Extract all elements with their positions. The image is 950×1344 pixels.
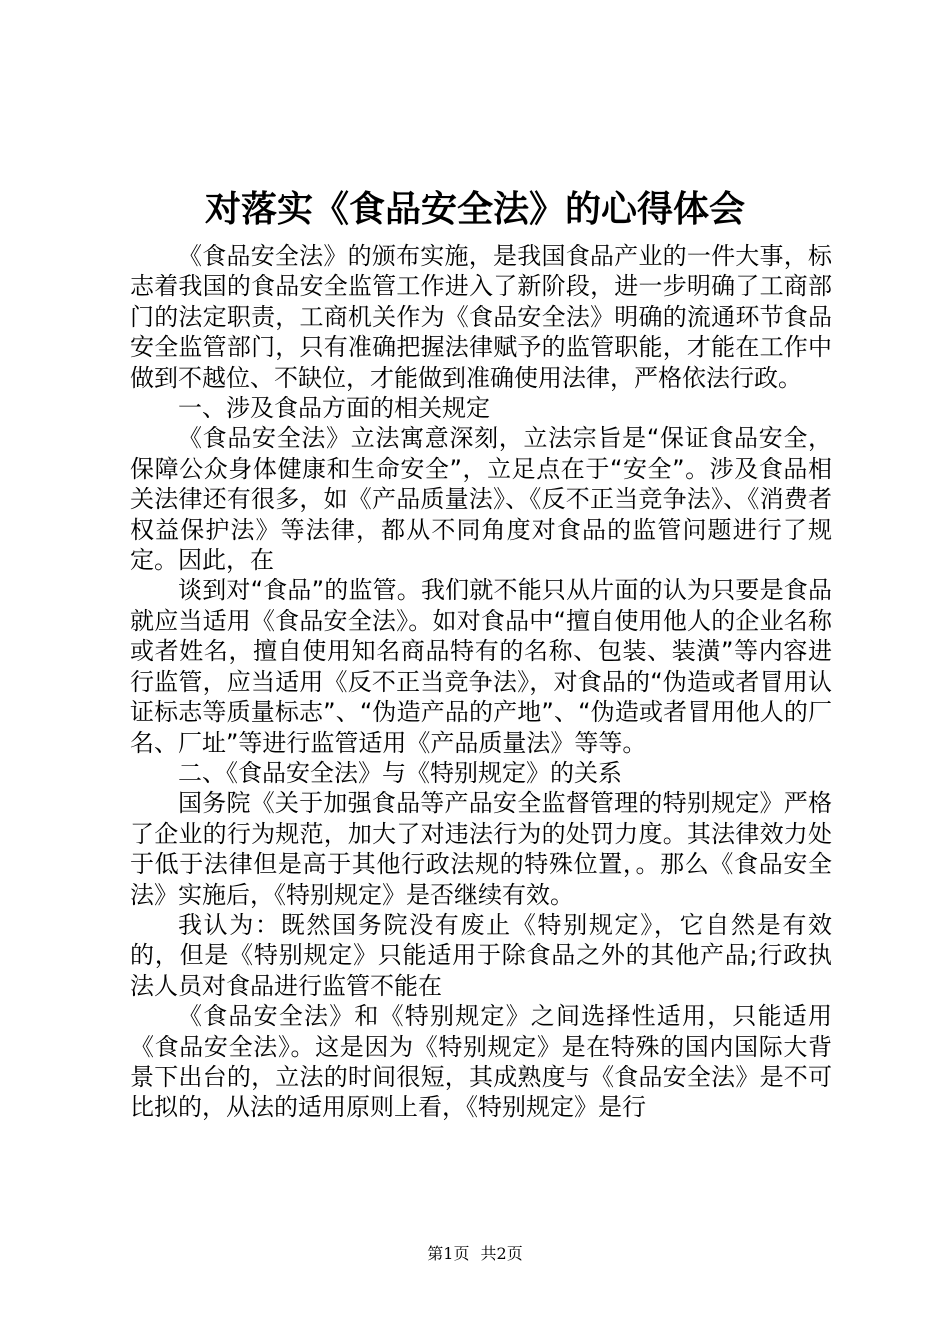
page-number: 第1页 [427,1244,470,1263]
section-heading-1: 一、涉及食品方面的相关规定 [178,394,490,423]
paragraph-section1-b: 谈到对“食品”的监管。我们就不能只从片面的认为只要是食品就应当适用《食品安全法》。如对食品中“擅自使用他人的企业名称或者姓名，擅自使用知名商品特有的名称、包装、装潢”等内容进行监管，应当适用《反不正当竞争法》，对食品的“伪造或者冒用认证标志等质量标志”、“伪造产品的产地”、“伪造或者冒用他人的厂名、厂址”等进行监管适用《产品质量法》等等。 [130,576,832,757]
document-body [130,241,832,1123]
paragraph-section2-c: 《食品安全法》和《特别规定》之间选择性适用，只能适用《食品安全法》。这是因为《特别规定》是在特殊的国内国际大背景下出台的，立法的时间很短，其成熟度与《食品安全法》是不可比拟的，从法的适用原则上看，《特别规定》是行 [130,1002,832,1122]
paragraph-intro: 《食品安全法》的颁布实施，是我国食品产业的一件大事，标志着我国的食品安全监管工作进入了新阶段，进一步明确了工商部门的法定职责，工商机关作为《食品安全法》明确的流通环节食品安全监管部门，只有准确把握法律赋予的监管职能，才能在工作中做到不越位、不缺位，才能做到准确使用法律，严格依法行政。 [130,242,832,392]
paragraph-section2-a: 国务院《关于加强食品等产品安全监督管理的特别规定》严格了企业的行为规范，加大了对违法行为的处罚力度。其法律效力处于低于法律但是高于其他行政法规的特殊位置，。那么《食品安全法》实施后，《特别规定》是否继续有效。 [130,789,832,909]
paragraph-section2-b: 我认为：既然国务院没有废止《特别规定》，它自然是有效的，但是《特别规定》只能适用于除食品之外的其他产品;行政执法人员对食品进行监管不能在 [130,910,832,1000]
document-title: 对落实《食品安全法》的心得体会 [204,188,745,230]
page-total: 共2页 [480,1244,523,1263]
section-heading-2: 二、《食品安全法》与《特别规定》的关系 [178,758,622,787]
paragraph-section1-a: 《食品安全法》立法寓意深刻，立法宗旨是“保证食品安全，保障公众身体健康和生命安全”，立足点在于“安全”。涉及食品相关法律还有很多，如《产品质量法》、《反不正当竞争法》、《消费者权益保护法》等法律，都从不同角度对食品的监管问题进行了规定。因此，在 [130,424,832,575]
page-footer [0,1244,950,1264]
